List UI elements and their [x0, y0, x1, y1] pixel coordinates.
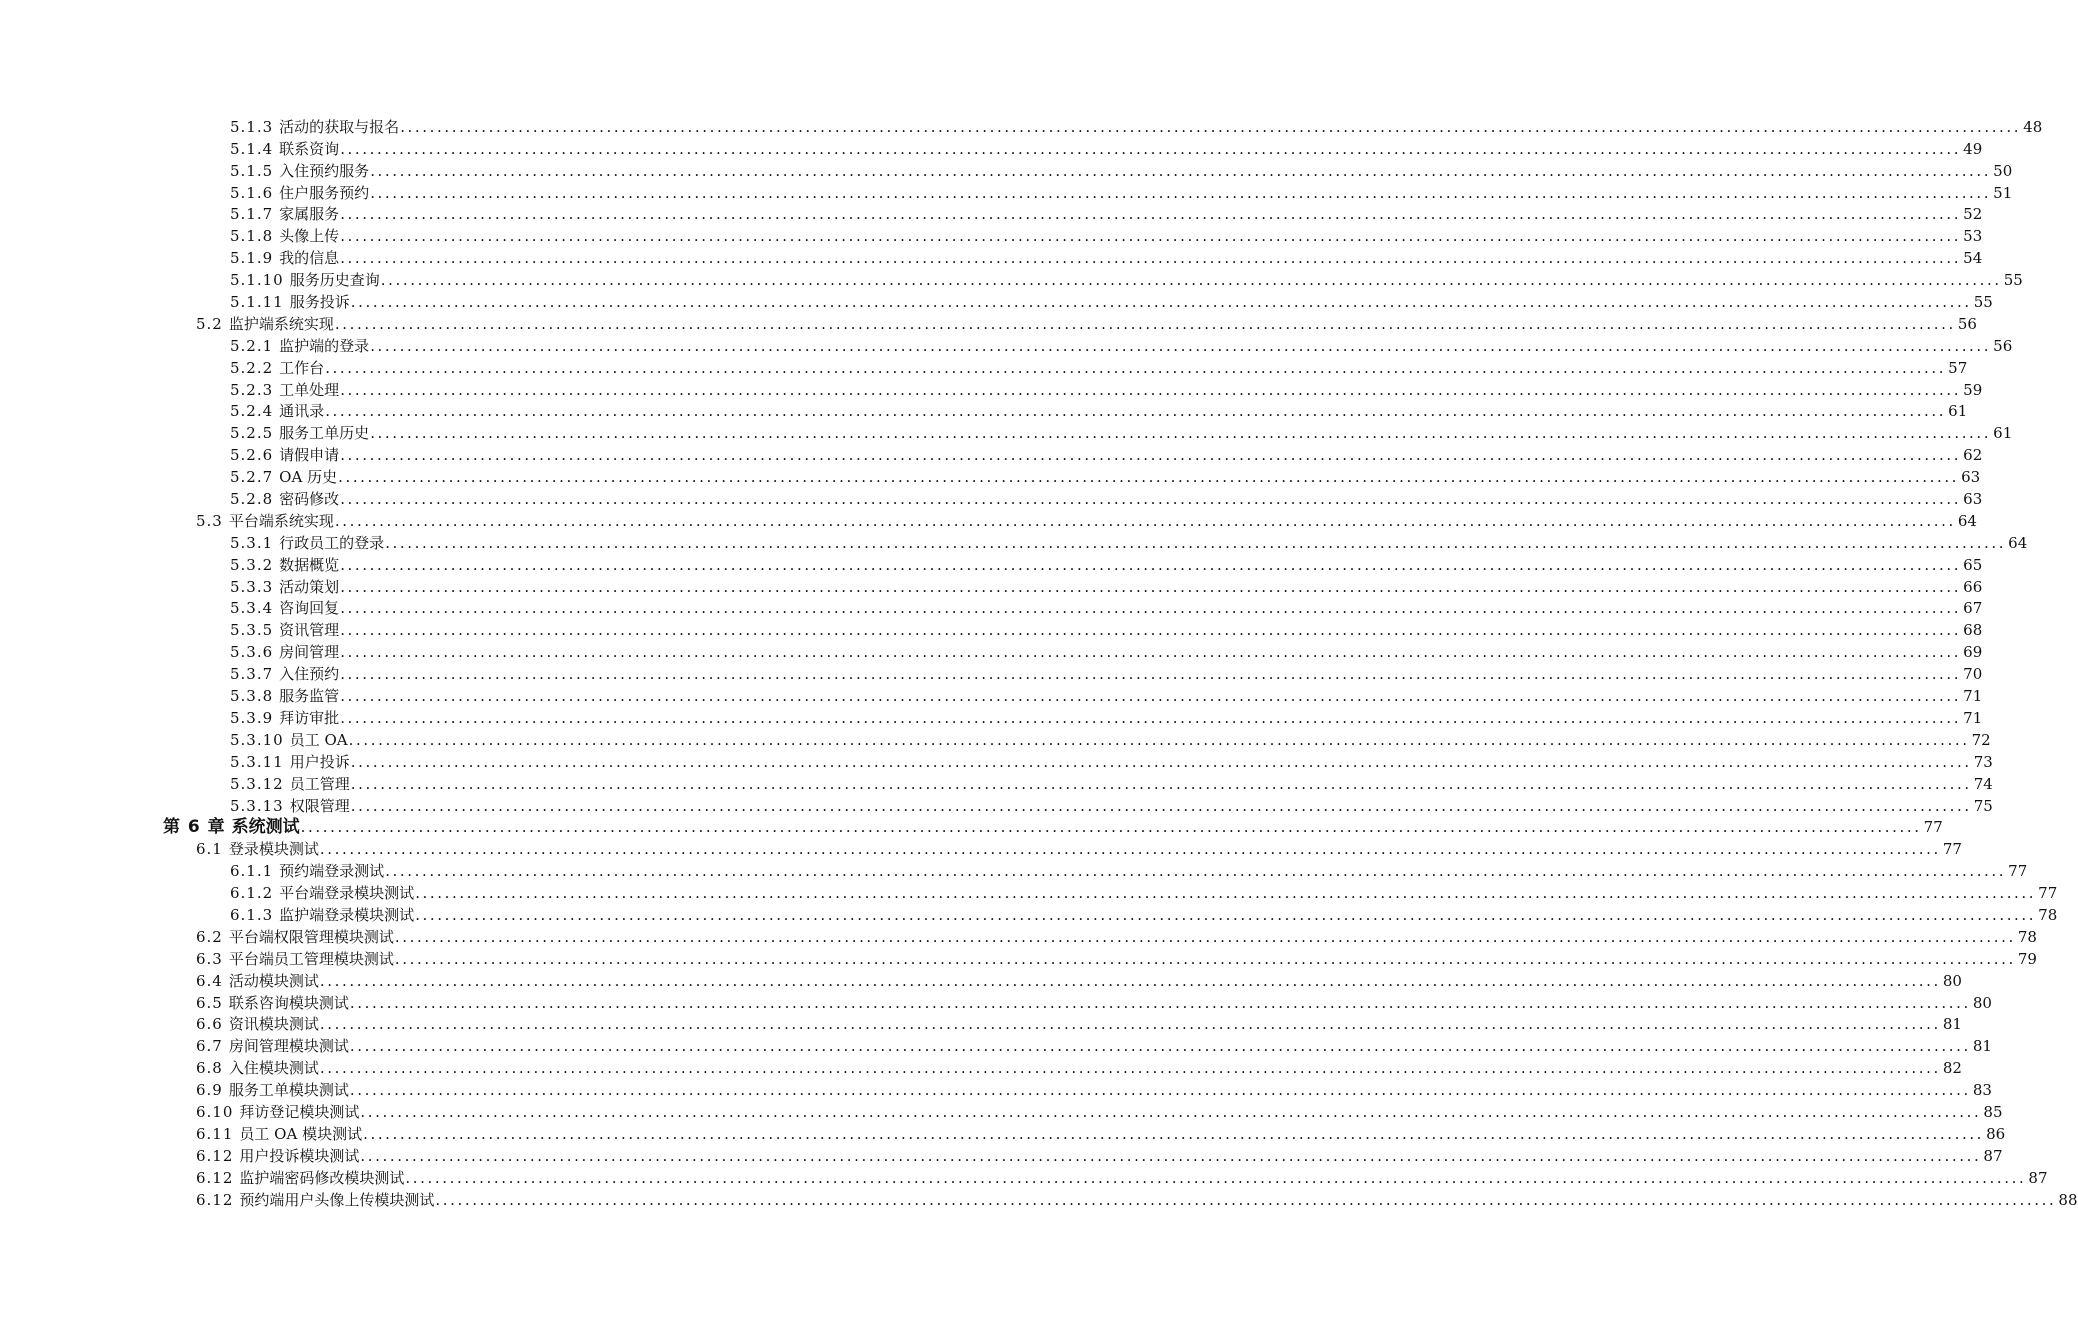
toc-entry-number: 5.2.1	[230, 336, 274, 355]
toc-dot-leader: ............................................................................................................................................................................................................................	[370, 161, 1992, 180]
toc-entry-title: 平台端权限管理模块测试	[228, 927, 394, 946]
toc-entry-number: 5.3.2	[230, 555, 274, 574]
toc-entry-page-number: 74	[1973, 774, 1993, 793]
toc-dot-leader: ............................................................................................................................................................................................................................	[340, 490, 1962, 509]
toc-entry-title: 平台端员工管理模块测试	[228, 949, 394, 968]
toc-entry-number: 6.1.3	[230, 905, 274, 924]
toc-entry-title: 平台端系统实现	[228, 511, 334, 530]
toc-entry-number: 5.1.6	[230, 183, 274, 202]
toc-entry-title: 员工 OA 模块测试	[239, 1124, 363, 1143]
toc-entry-number: 5.2.5	[230, 424, 274, 443]
toc-entry-title: 头像上传	[279, 227, 340, 246]
toc-entry-title: 监护端登录模块测试	[279, 905, 415, 924]
toc-entry[interactable]	[0, 640, 1983, 662]
toc-entry-title: 监护端密码修改模块测试	[239, 1168, 405, 1187]
toc-entry-title: 家属服务	[279, 205, 340, 224]
toc-entry[interactable]	[0, 181, 2013, 203]
toc-entry-page-number: 87	[2028, 1168, 2048, 1187]
toc-entry-page-number: 77	[1942, 840, 1962, 859]
toc-entry-number: 5.2.8	[230, 490, 274, 509]
toc-entry-title: 用户投诉模块测试	[239, 1146, 360, 1165]
toc-entry[interactable]	[0, 1034, 1992, 1056]
toc-entry[interactable]	[0, 881, 2058, 903]
toc-entry-title: 工单处理	[279, 380, 340, 399]
toc-entry-title: 入住预约服务	[279, 161, 370, 180]
toc-entry[interactable]	[0, 137, 1983, 159]
toc-entry-number: 5.1.5	[230, 161, 274, 180]
toc-entry-page-number: 63	[1961, 468, 1981, 487]
toc-entry-title: 监护端的登录	[279, 336, 370, 355]
toc-entry-page-number: 48	[2023, 117, 2043, 136]
toc-entry-number: 5.3.9	[230, 708, 274, 727]
toc-entry-title: 房间管理模块测试	[228, 1037, 349, 1056]
toc-entry[interactable]	[0, 203, 1983, 225]
toc-entry-number: 6.3	[196, 949, 223, 968]
toc-entry[interactable]	[0, 159, 2013, 181]
toc-dot-leader: ............................................................................................................................................................................................................................	[340, 687, 1962, 706]
toc-entry-number: 6.9	[196, 1081, 223, 1100]
toc-entry-title: 监护端系统实现	[228, 314, 334, 333]
toc-entry[interactable]	[0, 706, 1983, 728]
toc-entry-title: 系统测试	[231, 817, 300, 838]
toc-entry[interactable]	[0, 268, 2023, 290]
toc-dot-leader: ............................................................................................................................................................................................................................	[385, 533, 2007, 552]
toc-entry-page-number: 68	[1963, 621, 1983, 640]
toc-dot-leader: ............................................................................................................................................................................................................................	[340, 139, 1962, 158]
toc-entry[interactable]	[0, 1188, 2078, 1210]
toc-dot-leader: ............................................................................................................................................................................................................................	[340, 577, 1962, 596]
toc-entry[interactable]	[0, 969, 1962, 991]
toc-entry[interactable]	[0, 728, 1991, 750]
toc-entry-number: 6.5	[196, 993, 223, 1012]
toc-entry-title: 服务工单模块测试	[228, 1081, 349, 1100]
toc-entry-page-number: 63	[1963, 490, 1983, 509]
toc-entry-number: 5.1.8	[230, 227, 274, 246]
toc-dot-leader: ............................................................................................................................................................................................................................	[360, 1146, 1982, 1165]
toc-dot-leader: ............................................................................................................................................................................................................................	[319, 1015, 1941, 1034]
toc-entry-page-number: 77	[1923, 818, 1943, 837]
toc-entry-page-number: 64	[2008, 533, 2028, 552]
toc-entry[interactable]	[0, 312, 1977, 334]
toc-entry[interactable]	[0, 750, 1993, 772]
toc-entry-title: 服务工单历史	[279, 424, 370, 443]
toc-dot-leader: ............................................................................................................................................................................................................................	[385, 862, 2007, 881]
toc-entry-number: 5.3.12	[230, 774, 284, 793]
toc-entry-title: 工作台	[279, 358, 325, 377]
toc-entry-page-number: 66	[1963, 577, 1983, 596]
toc-dot-leader: ............................................................................................................................................................................................................................	[349, 1081, 1971, 1100]
toc-entry-page-number: 59	[1963, 380, 1983, 399]
toc-entry-page-number: 61	[1993, 424, 2013, 443]
toc-dot-leader: ............................................................................................................................................................................................................................	[350, 293, 1972, 312]
toc-entry[interactable]	[0, 1013, 1962, 1035]
toc-dot-leader: ............................................................................................................................................................................................................................	[370, 424, 1992, 443]
toc-entry[interactable]	[0, 1144, 2003, 1166]
toc-entry[interactable]	[0, 1078, 1992, 1100]
toc-dot-leader: ............................................................................................................................................................................................................................	[415, 884, 2037, 903]
toc-entry[interactable]	[0, 947, 2037, 969]
toc-entry-number: 5.3.6	[230, 643, 274, 662]
table-of-contents	[0, 115, 2078, 1210]
toc-entry-number: 5.3.8	[230, 687, 274, 706]
toc-dot-leader: ............................................................................................................................................................................................................................	[338, 468, 1960, 487]
toc-dot-leader: ............................................................................................................................................................................................................................	[350, 796, 1972, 815]
toc-entry[interactable]	[0, 553, 1983, 575]
toc-entry-number: 5.3.13	[230, 796, 284, 815]
toc-dot-leader: ............................................................................................................................................................................................................................	[400, 117, 2022, 136]
toc-dot-leader: ............................................................................................................................................................................................................................	[340, 599, 1962, 618]
toc-entry-title: 活动模块测试	[228, 971, 319, 990]
toc-entry-page-number: 53	[1963, 227, 1983, 246]
toc-dot-leader: ............................................................................................................................................................................................................................	[350, 752, 1972, 771]
toc-dot-leader: ............................................................................................................................................................................................................................	[405, 1168, 2027, 1187]
toc-entry[interactable]	[0, 443, 1983, 465]
toc-entry-page-number: 67	[1963, 599, 1983, 618]
toc-entry-page-number: 55	[2003, 271, 2023, 290]
toc-entry[interactable]	[0, 378, 1983, 400]
toc-entry-title: 活动策划	[279, 577, 340, 596]
toc-entry-number: 6.12	[196, 1146, 234, 1165]
toc-entry-title: 资讯管理	[279, 621, 340, 640]
toc-entry-number: 5.3.11	[230, 752, 284, 771]
toc-entry-number: 5.2	[196, 314, 223, 333]
toc-entry[interactable]	[0, 334, 2013, 356]
toc-entry-page-number: 70	[1963, 665, 1983, 684]
toc-dot-leader: ............................................................................................................................................................................................................................	[340, 665, 1962, 684]
toc-entry[interactable]	[0, 1100, 2003, 1122]
toc-entry-page-number: 72	[1971, 730, 1991, 749]
toc-entry-page-number: 55	[1973, 293, 1993, 312]
toc-dot-leader: ............................................................................................................................................................................................................................	[325, 402, 1947, 421]
toc-entry-number: 6.2	[196, 927, 223, 946]
toc-entry-title: 员工管理	[289, 774, 350, 793]
toc-entry[interactable]	[0, 618, 1983, 640]
toc-entry-title: 行政员工的登录	[279, 533, 385, 552]
toc-dot-leader: ............................................................................................................................................................................................................................	[340, 380, 1962, 399]
toc-entry-number: 5.1.10	[230, 271, 284, 290]
toc-entry-page-number: 86	[1986, 1124, 2006, 1143]
toc-entry-page-number: 81	[1942, 1015, 1962, 1034]
toc-entry-number: 5.3	[196, 511, 223, 530]
toc-entry-page-number: 62	[1963, 446, 1983, 465]
toc-entry[interactable]	[0, 925, 2037, 947]
toc-entry-page-number: 80	[1942, 971, 1962, 990]
toc-dot-leader: ............................................................................................................................................................................................................................	[319, 1059, 1941, 1078]
toc-entry[interactable]	[0, 684, 1983, 706]
toc-dot-leader: ............................................................................................................................................................................................................................	[348, 730, 1970, 749]
toc-entry[interactable]	[0, 356, 1968, 378]
toc-entry[interactable]	[0, 837, 1962, 859]
toc-entry-page-number: 49	[1963, 139, 1983, 158]
toc-entry-title: 平台端登录模块测试	[279, 884, 415, 903]
toc-entry-page-number: 71	[1963, 708, 1983, 727]
toc-entry[interactable]	[0, 597, 1983, 619]
toc-entry-title: 请假申请	[279, 446, 340, 465]
toc-entry[interactable]	[0, 246, 1983, 268]
toc-entry-number: 5.1.3	[230, 117, 274, 136]
toc-entry-number: 6.6	[196, 1015, 223, 1034]
toc-dot-leader: ............................................................................................................................................................................................................................	[325, 358, 1947, 377]
toc-entry[interactable]	[0, 1122, 2006, 1144]
toc-entry-number: 6.11	[196, 1124, 234, 1143]
toc-dot-leader: ............................................................................................................................................................................................................................	[415, 905, 2037, 924]
toc-entry-title: 服务历史查询	[289, 271, 380, 290]
toc-entry-title: 拜访登记模块测试	[239, 1102, 360, 1121]
toc-entry-number: 5.2.7	[230, 468, 274, 487]
toc-entry[interactable]	[0, 816, 1943, 838]
toc-entry-title: 资讯模块测试	[228, 1015, 319, 1034]
toc-entry-page-number: 82	[1942, 1059, 1962, 1078]
toc-entry[interactable]	[0, 465, 1981, 487]
toc-entry-title: 活动的获取与报名	[279, 117, 400, 136]
toc-dot-leader: ............................................................................................................................................................................................................................	[360, 1102, 1982, 1121]
toc-entry-title: 我的信息	[279, 249, 340, 268]
toc-entry-number: 6.1.2	[230, 884, 274, 903]
toc-dot-leader: ............................................................................................................................................................................................................................	[380, 271, 2002, 290]
toc-dot-leader: ............................................................................................................................................................................................................................	[319, 840, 1941, 859]
toc-entry-title: 房间管理	[279, 643, 340, 662]
toc-entry-title: 预约端登录测试	[279, 862, 385, 881]
toc-entry-title: 数据概览	[279, 555, 340, 574]
toc-entry[interactable]	[0, 903, 2058, 925]
toc-entry-page-number: 78	[2017, 927, 2037, 946]
toc-entry-number: 5.3.7	[230, 665, 274, 684]
toc-entry[interactable]	[0, 487, 1983, 509]
toc-entry-number: 5.2.3	[230, 380, 274, 399]
toc-entry[interactable]	[0, 772, 1993, 794]
toc-dot-leader: ............................................................................................................................................................................................................................	[334, 511, 1956, 530]
toc-entry-page-number: 85	[1983, 1102, 2003, 1121]
toc-entry-number: 5.3.3	[230, 577, 274, 596]
toc-dot-leader: ............................................................................................................................................................................................................................	[435, 1190, 2057, 1209]
toc-entry-number: 5.3.4	[230, 599, 274, 618]
toc-entry-title: OA 历史	[279, 468, 338, 487]
toc-entry-page-number: 81	[1972, 1037, 1992, 1056]
toc-entry-page-number: 78	[2038, 905, 2058, 924]
toc-dot-leader: ............................................................................................................................................................................................................................	[350, 774, 1972, 793]
toc-entry-page-number: 77	[2008, 862, 2028, 881]
toc-entry[interactable]	[0, 859, 2028, 881]
toc-entry-page-number: 61	[1948, 402, 1968, 421]
toc-entry[interactable]	[0, 991, 1992, 1013]
toc-entry-number: 5.2.4	[230, 402, 274, 421]
toc-entry-number: 6.1.1	[230, 862, 274, 881]
toc-entry[interactable]	[0, 531, 2028, 553]
toc-entry-page-number: 77	[2038, 884, 2058, 903]
toc-dot-leader: ............................................................................................................................................................................................................................	[340, 446, 1962, 465]
toc-entry-page-number: 73	[1973, 752, 1993, 771]
toc-entry-page-number: 50	[1993, 161, 2013, 180]
toc-entry-number: 6.12	[196, 1168, 234, 1187]
toc-entry-number: 5.1.7	[230, 205, 274, 224]
toc-entry-page-number: 80	[1972, 993, 1992, 1012]
toc-entry[interactable]	[0, 575, 1983, 597]
toc-dot-leader: ............................................................................................................................................................................................................................	[394, 927, 2016, 946]
toc-entry-number: 5.1.11	[230, 293, 284, 312]
toc-entry[interactable]	[0, 509, 1977, 531]
toc-entry-title: 服务监管	[279, 687, 340, 706]
toc-entry-page-number: 87	[1983, 1146, 2003, 1165]
toc-entry-page-number: 83	[1972, 1081, 1992, 1100]
toc-entry-number: 5.2.2	[230, 358, 274, 377]
toc-entry-number: 6.12	[196, 1190, 234, 1209]
toc-entry[interactable]	[0, 400, 1968, 422]
toc-entry[interactable]	[0, 1166, 2048, 1188]
toc-dot-leader: ............................................................................................................................................................................................................................	[340, 621, 1962, 640]
toc-entry-page-number: 71	[1963, 687, 1983, 706]
toc-entry-number: 第 6 章	[163, 817, 226, 838]
toc-entry-number: 6.10	[196, 1102, 234, 1121]
toc-dot-leader: ............................................................................................................................................................................................................................	[340, 249, 1962, 268]
toc-dot-leader: ............................................................................................................................................................................................................................	[334, 314, 1956, 333]
toc-entry-title: 入住模块测试	[228, 1059, 319, 1078]
toc-entry-title: 密码修改	[279, 490, 340, 509]
toc-entry[interactable]	[0, 224, 1983, 246]
toc-entry-number: 5.3.1	[230, 533, 274, 552]
toc-entry-title: 通讯录	[279, 402, 325, 421]
toc-entry-page-number: 56	[1993, 336, 2013, 355]
toc-entry-page-number: 88	[2058, 1190, 2078, 1209]
toc-entry-title: 服务投诉	[289, 293, 350, 312]
toc-entry-number: 6.1	[196, 840, 223, 859]
toc-entry-number: 5.3.10	[230, 730, 284, 749]
toc-dot-leader: ............................................................................................................................................................................................................................	[340, 708, 1962, 727]
toc-entry-page-number: 69	[1963, 643, 1983, 662]
toc-entry[interactable]	[0, 421, 2013, 443]
toc-entry-page-number: 54	[1963, 249, 1983, 268]
toc-entry-title: 住户服务预约	[279, 183, 370, 202]
toc-entry-number: 6.7	[196, 1037, 223, 1056]
toc-entry[interactable]	[0, 794, 1993, 816]
toc-dot-leader: ............................................................................................................................................................................................................................	[349, 1037, 1971, 1056]
toc-entry[interactable]	[0, 115, 2043, 137]
toc-entry-title: 联系资询	[279, 139, 340, 158]
toc-dot-leader: ............................................................................................................................................................................................................................	[370, 183, 1992, 202]
toc-entry[interactable]	[0, 662, 1983, 684]
toc-entry-number: 6.8	[196, 1059, 223, 1078]
toc-entry-page-number: 51	[1993, 183, 2013, 202]
toc-dot-leader: ............................................................................................................................................................................................................................	[300, 818, 1922, 837]
toc-entry[interactable]	[0, 1056, 1962, 1078]
toc-entry-page-number: 57	[1948, 358, 1968, 377]
toc-entry-title: 员工 OA	[289, 730, 348, 749]
toc-entry-title: 预约端用户头像上传模块测试	[239, 1190, 435, 1209]
toc-entry-title: 拜访审批	[279, 708, 340, 727]
toc-entry-page-number: 56	[1957, 314, 1977, 333]
toc-entry-page-number: 64	[1957, 511, 1977, 530]
toc-entry-number: 6.4	[196, 971, 223, 990]
toc-dot-leader: ............................................................................................................................................................................................................................	[340, 227, 1962, 246]
toc-entry-page-number: 52	[1963, 205, 1983, 224]
toc-entry-title: 权限管理	[289, 796, 350, 815]
toc-dot-leader: ............................................................................................................................................................................................................................	[340, 643, 1962, 662]
toc-dot-leader: ............................................................................................................................................................................................................................	[340, 555, 1962, 574]
toc-dot-leader: ............................................................................................................................................................................................................................	[349, 993, 1971, 1012]
toc-entry-number: 5.3.5	[230, 621, 274, 640]
toc-dot-leader: ............................................................................................................................................................................................................................	[319, 971, 1941, 990]
toc-entry-number: 5.1.4	[230, 139, 274, 158]
toc-entry-title: 联系咨询模块测试	[228, 993, 349, 1012]
toc-entry-page-number: 75	[1973, 796, 1993, 815]
toc-entry[interactable]	[0, 290, 1993, 312]
toc-entry-page-number: 79	[2017, 949, 2037, 968]
toc-entry-number: 5.1.9	[230, 249, 274, 268]
toc-dot-leader: ............................................................................................................................................................................................................................	[363, 1124, 1985, 1143]
toc-entry-title: 咨询回复	[279, 599, 340, 618]
toc-entry-title: 入住预约	[279, 665, 340, 684]
toc-entry-number: 5.2.6	[230, 446, 274, 465]
toc-dot-leader: ............................................................................................................................................................................................................................	[370, 336, 1992, 355]
toc-entry-title: 用户投诉	[289, 752, 350, 771]
toc-entry-page-number: 65	[1963, 555, 1983, 574]
toc-dot-leader: ............................................................................................................................................................................................................................	[394, 949, 2016, 968]
toc-entry-title: 登录模块测试	[228, 840, 319, 859]
toc-dot-leader: ............................................................................................................................................................................................................................	[340, 205, 1962, 224]
